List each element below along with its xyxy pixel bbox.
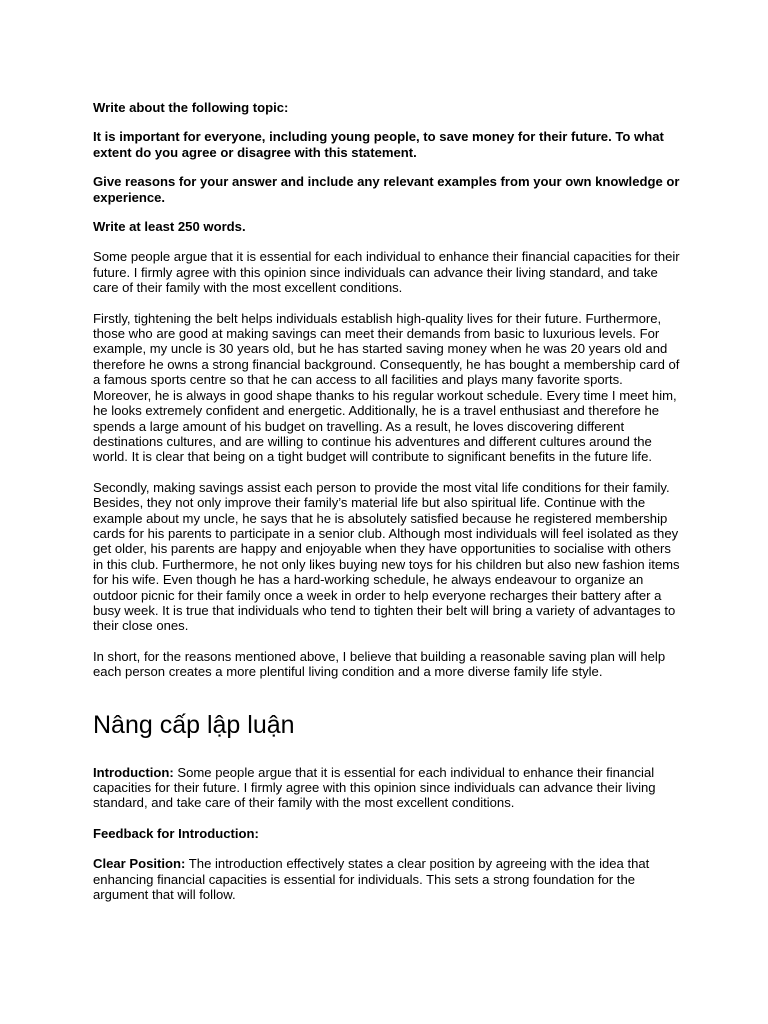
introduction-label: Introduction: bbox=[93, 764, 174, 780]
clear-position-label: Clear Position: bbox=[93, 856, 186, 872]
introduction-text: Some people argue that it is essential for each individual to enhance their financial capacities for their future. I firmly agree with this opinion since individuals can advance their living standard, and take care of their family with the most excellent conditions. bbox=[93, 764, 656, 811]
clear-position-text: The introduction effectively states a clear position by agreeing with the idea that enhancing financial capacities is essential for individuals. This sets a strong foundation for the argument that will follow. bbox=[93, 856, 650, 903]
essay-introduction: Some people argue that it is essential for each individual to enhance their financial capacities for their future. I firmly agree with this opinion since individuals can advance their living standard, and take care of their family with the most excellent conditions. bbox=[93, 249, 680, 296]
prompt-statement: It is important for everyone, including young people, to save money for their future. To what extent do you agree or disagree with this statement. bbox=[93, 129, 664, 160]
prompt-word-count: Write at least 250 words. bbox=[93, 219, 246, 235]
clear-position-feedback bbox=[93, 856, 683, 902]
document-page bbox=[93, 100, 683, 902]
essay-body-paragraph-2: Secondly, making savings assist each person to provide the most vital life conditions for their family. Besides, they not only improve their family’s material life but also spiritual life. Continue with the example about my uncle, he says that he is absolutely satisfied because he registered membership cards for his parents to participate in a senior club. Although most individuals will feel isolated as they get older, his parents are happy and enjoyable when they have opportunities to socialise with others in this club. Furthermore, he not only likes buying new toys for his children but also new fashion items for his wife. Even though he has a hard-working schedule, he always endeavour to organize an outdoor picnic for their family once a week in order to help everyone recharges their battery after a busy week. It is true that individuals who tend to tighten their belt will bring a variety of advantages to their close ones. bbox=[93, 479, 680, 634]
essay-conclusion: In short, for the reasons mentioned above, I believe that building a reasonable saving plan will help each person creates a more plentiful living condition and a more diverse family life style. bbox=[93, 648, 666, 680]
upgrade-introduction bbox=[93, 765, 683, 811]
prompt-intro: Write about the following topic: bbox=[93, 100, 289, 115]
essay-body-paragraph-1: Firstly, tightening the belt helps individuals establish high-quality lives for their future. Furthermore, those who are good at making savings can meet their demands from basic to luxurious levels. For example, my uncle is 30 years old, but he has started saving money when he was 20 years old and therefore he owns a strong financial background. Consequently, he has bought a membership card of a famous sports centre so that he can access to all facilities and plays many favorite sports. Moreover, he is always in good shape thanks to his regular workout schedule. Every time I meet him, he looks extremely confident and energetic. Additionally, he is a travel enthusiast and therefore he spends a large amount of his budget on travelling. As a result, he loves discovering different destinations cultures, and are willing to continue his adventures and different cultures around the world. It is clear that being on a tight budget will contribute to significant benefits in the future life. bbox=[93, 310, 680, 465]
prompt-reasons: Give reasons for your answer and include any relevant examples from your own knowledge or experience. bbox=[93, 174, 680, 205]
feedback-heading: Feedback for Introduction: bbox=[93, 825, 259, 841]
upgrade-heading: Nâng cấp lập luận bbox=[93, 710, 295, 739]
